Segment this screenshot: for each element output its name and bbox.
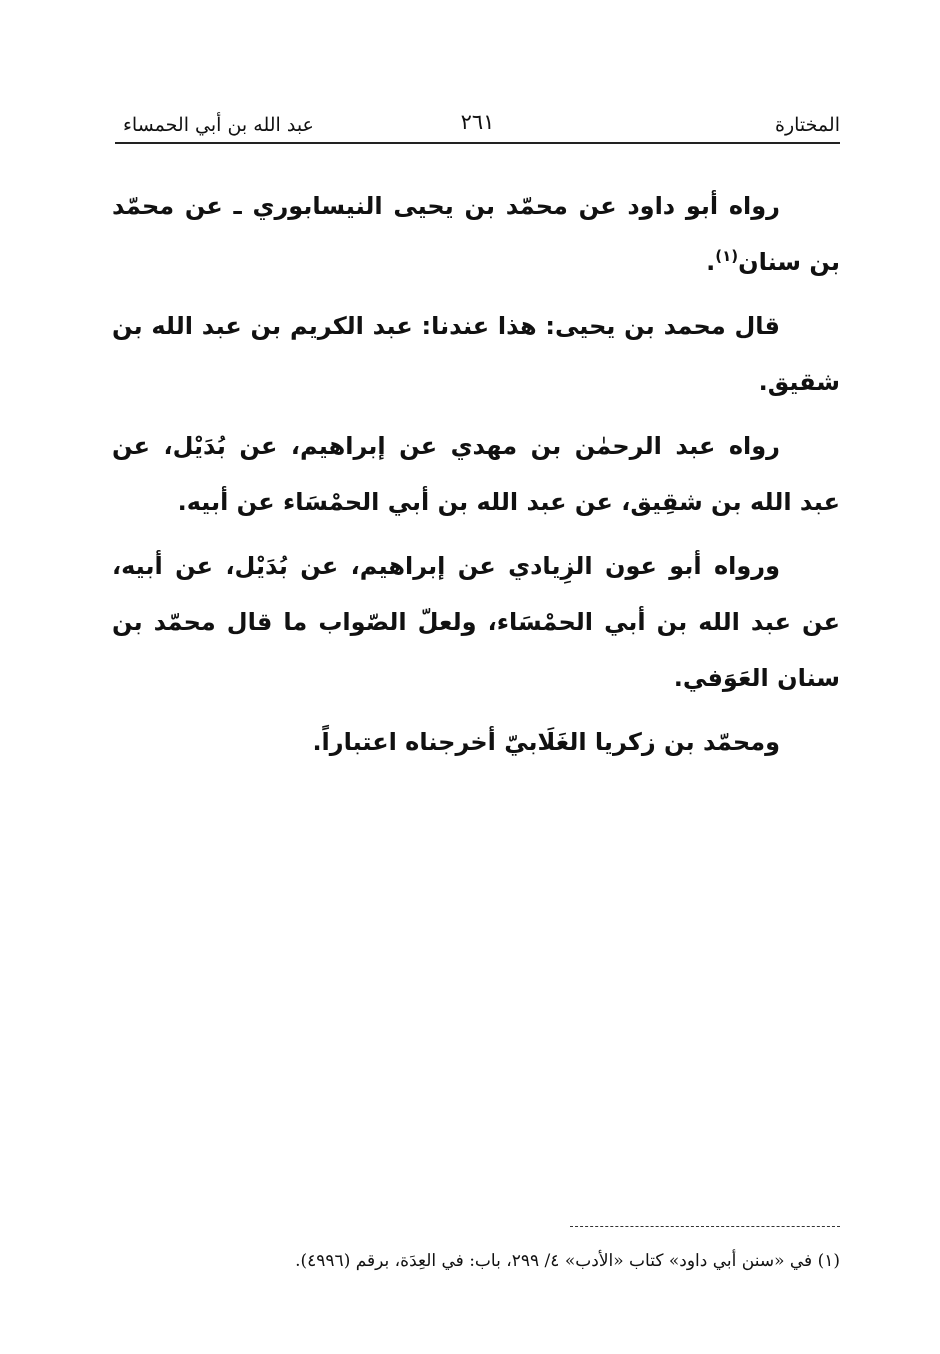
paragraph-text: رواه أبو داود عن محمّد بن يحيى النيسابوري ـ عن محمّد بن سنان: [112, 192, 840, 276]
header-rule: [115, 142, 840, 144]
paragraph: ومحمّد بن زكريا الغَلَابيّ أخرجناه اعتباراً.: [312, 728, 780, 756]
running-header: [115, 108, 840, 142]
paragraph: ورواه أبو عون الزِيادي عن إبراهيم، عن بُدَيْل، عن أبيه، عن عبد الله بن أبي الحمْسَاء، ولعلّ الصّواب ما قال محمّد بن سنان العَوَفي.: [112, 552, 840, 692]
paragraph: [112, 178, 840, 290]
book-title: المختارة: [775, 114, 840, 136]
footnote: (١) في «سنن أبي داود» كتاب «الأدب» ٤/ ٢٩٩، باب: في العِدَة، برقم (٤٩٩٦).: [295, 1251, 840, 1271]
section-title: عبد الله بن أبي الحمساء: [123, 114, 314, 136]
paragraph: قال محمد بن يحيى: هذا عندنا: عبد الكريم بن عبد الله بن شقيق.: [112, 312, 840, 396]
page-number: ٢٦١: [460, 110, 495, 134]
paragraph: رواه عبد الرحمٰن بن مهدي عن إبراهيم، عن بُدَيْل، عن عبد الله بن شقِيق، عن عبد الله بن أبي الحمْسَاء عن أبيه.: [112, 432, 840, 516]
paragraph-end: .: [706, 248, 716, 276]
footnote-separator: [570, 1226, 840, 1227]
main-text: [112, 178, 840, 770]
footnote-reference: (١): [715, 247, 739, 265]
